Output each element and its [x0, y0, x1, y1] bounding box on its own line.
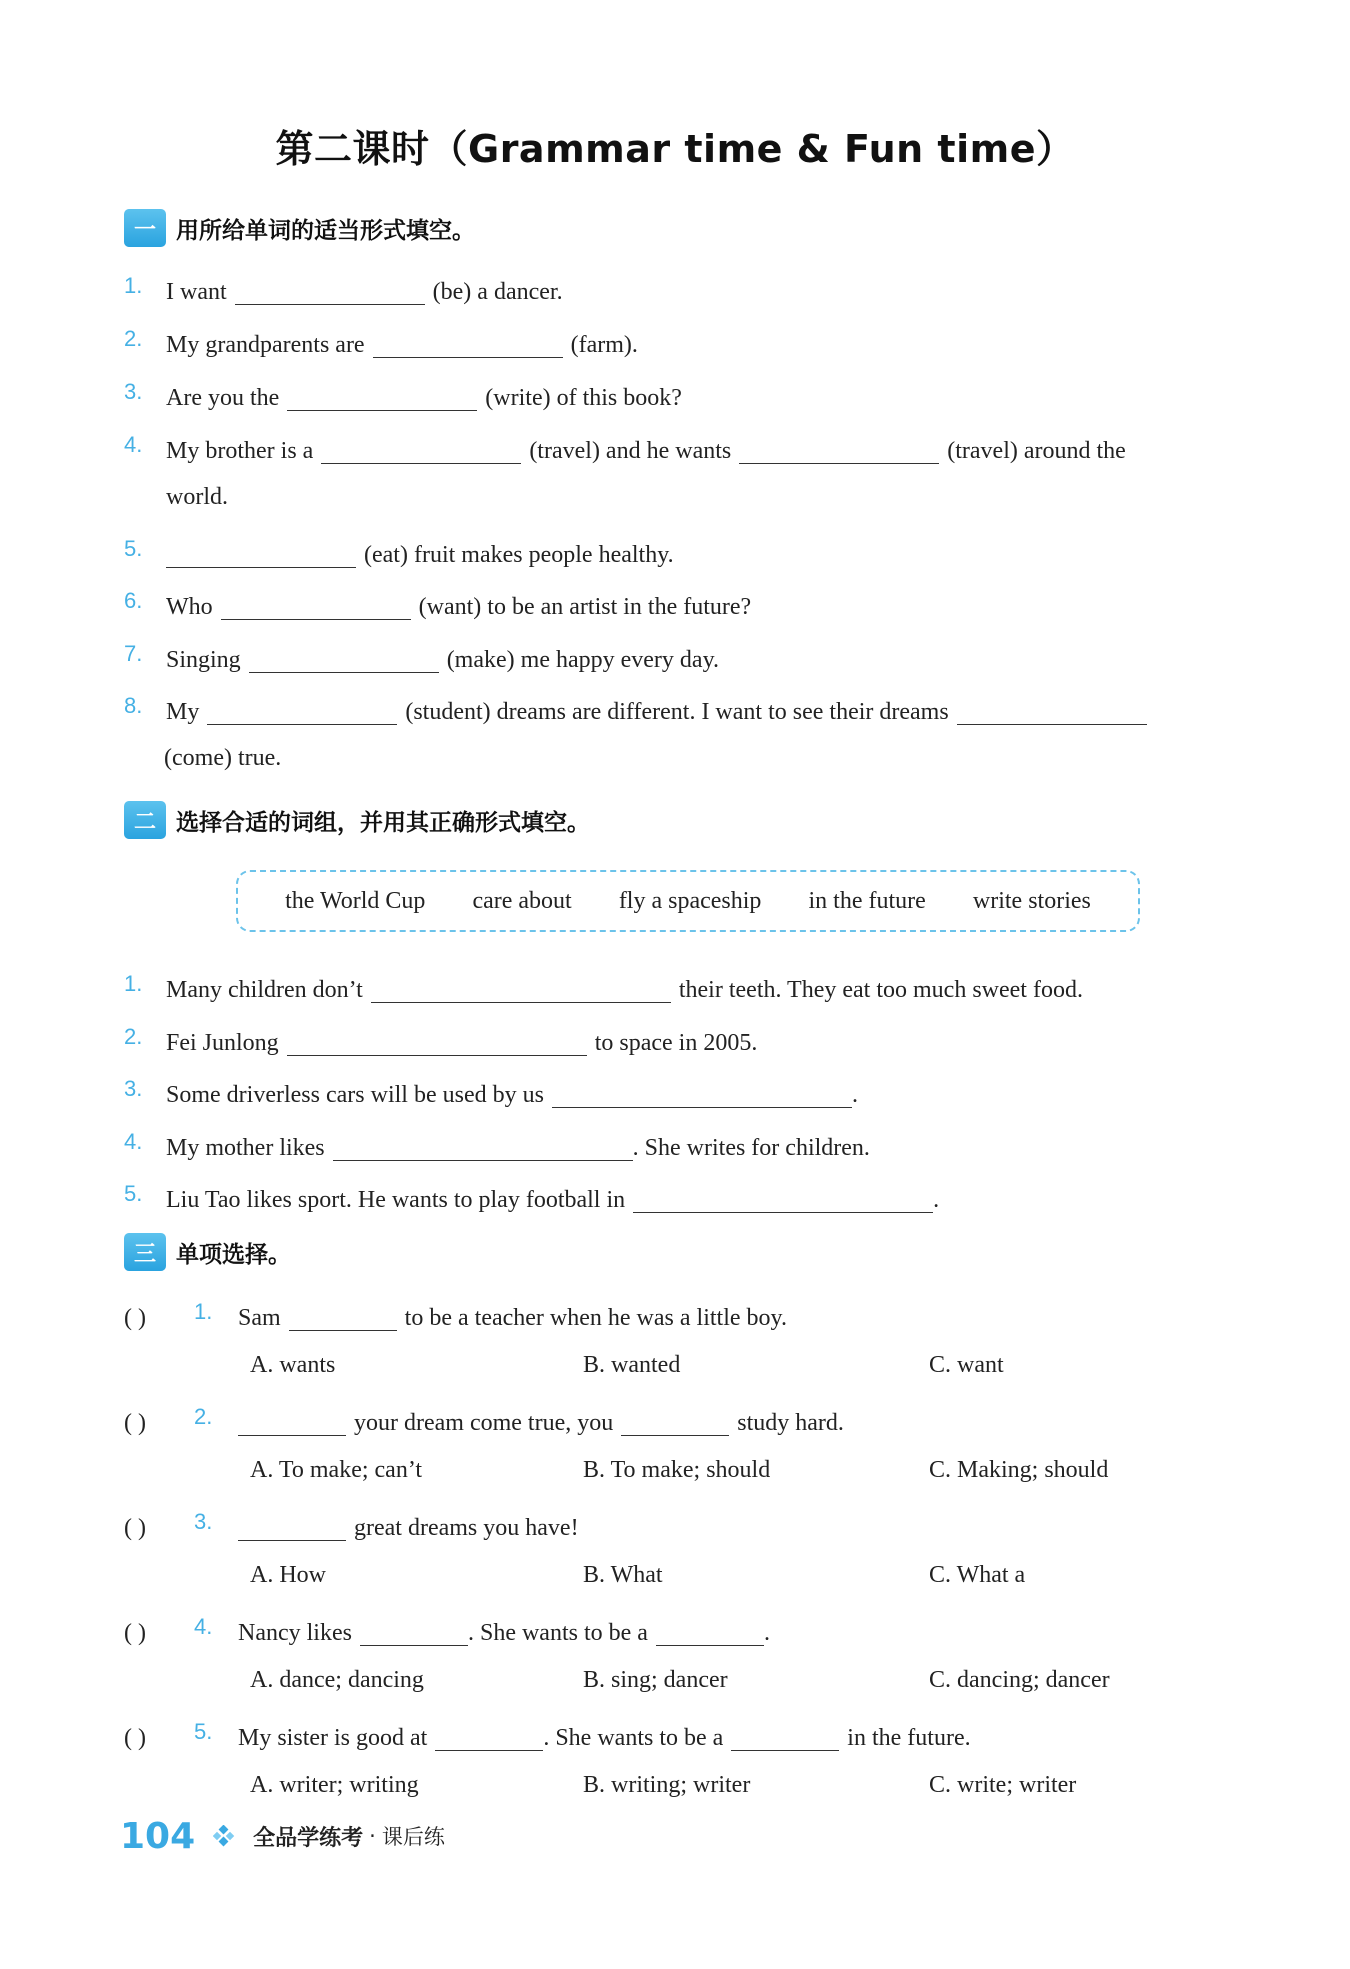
option-c[interactable]: C. want: [929, 1352, 1004, 1378]
question-text: Liu Tao likes sport. He wants to play football in: [166, 1187, 626, 1213]
question-number: 2.: [124, 326, 143, 351]
question-text: .: [851, 1082, 858, 1108]
answer-blank[interactable]: [552, 1081, 852, 1108]
page-number: 104: [120, 1815, 196, 1857]
question-number: 5.: [124, 1181, 143, 1206]
s2-question-3: [124, 1073, 1254, 1111]
answer-blank[interactable]: [321, 437, 521, 464]
answer-blank[interactable]: [371, 976, 671, 1003]
question-text: . She wants to be a: [543, 1725, 724, 1751]
answer-blank: [238, 1409, 346, 1436]
s1-question-4-cont: [166, 481, 1254, 513]
answer-blank[interactable]: [957, 698, 1147, 725]
answer-blank[interactable]: [249, 646, 439, 673]
question-text: Are you the: [166, 385, 280, 411]
s2-question-4: [124, 1126, 1254, 1164]
question-number: 3.: [124, 379, 143, 404]
option-b[interactable]: B. To make; should: [583, 1457, 771, 1483]
section-3-header: [124, 1232, 291, 1272]
mc-options-1: [250, 1349, 1170, 1381]
question-text: in the future.: [847, 1725, 971, 1751]
question-number: 2.: [124, 1024, 143, 1049]
question-number: 4.: [124, 1129, 143, 1154]
answer-blank[interactable]: [207, 698, 397, 725]
question-text: My sister is good at: [238, 1725, 428, 1751]
s1-question-2: [124, 323, 1254, 361]
s1-question-8-cont: [164, 742, 1254, 774]
option-c[interactable]: C. What a: [929, 1562, 1026, 1588]
page-title: 第二课时（Grammar time & Fun time）: [275, 127, 1075, 171]
mc-options-2: [250, 1454, 1170, 1486]
question-text: Some driverless cars will be used by us: [166, 1082, 544, 1108]
question-number: 3.: [124, 1076, 143, 1101]
s2-question-5: [124, 1178, 1254, 1216]
question-number: 1.: [124, 273, 143, 298]
question-number: 2.: [194, 1404, 213, 1429]
question-text: (travel) around the: [947, 438, 1126, 464]
s1-question-6: [124, 585, 1254, 623]
question-number: 8.: [124, 693, 143, 718]
s2-question-2: [124, 1021, 1254, 1059]
brand-separator: ·: [369, 1824, 376, 1848]
answer-blank: [656, 1619, 764, 1646]
s1-question-5: [124, 533, 1254, 571]
question-text: Who: [166, 594, 213, 620]
question-text: to space in 2005.: [594, 1030, 758, 1056]
question-text: (be) a dancer.: [432, 279, 563, 305]
s1-question-8: [124, 690, 1254, 728]
answer-blank[interactable]: [333, 1134, 633, 1161]
question-text: (travel) and he wants: [529, 438, 732, 464]
question-text: Singing: [166, 647, 241, 673]
option-a[interactable]: A. writer; writing: [250, 1772, 419, 1798]
mc-question-3: [124, 1506, 1254, 1544]
s1-question-3: [124, 376, 1254, 414]
mc-options-3: [250, 1559, 1170, 1591]
answer-blank: [621, 1409, 729, 1436]
question-text: (make) me happy every day.: [446, 647, 720, 673]
question-text: Sam: [238, 1305, 281, 1331]
answer-blank[interactable]: [373, 331, 563, 358]
phrase-box: [236, 870, 1140, 932]
question-number: 1.: [194, 1299, 213, 1324]
s1-question-4: [124, 429, 1254, 467]
option-b[interactable]: B. writing; writer: [583, 1772, 751, 1798]
answer-paren[interactable]: ( ): [124, 1515, 146, 1541]
section-badge: 一: [124, 209, 166, 247]
question-text: My grandparents are: [166, 332, 365, 358]
question-text: . She wants to be a: [467, 1620, 648, 1646]
question-text: Nancy likes: [238, 1620, 352, 1646]
question-number: 3.: [194, 1509, 213, 1534]
section-badge: 三: [124, 1233, 166, 1271]
diamond-icon: [213, 1825, 235, 1847]
question-text: Fei Junlong: [166, 1030, 279, 1056]
question-text: Many children don’t: [166, 977, 363, 1003]
phrase-item: in the future: [808, 887, 926, 914]
question-text: (want) to be an artist in the future?: [418, 594, 752, 620]
mc-question-2: [124, 1401, 1254, 1439]
question-text: study hard.: [737, 1410, 844, 1436]
option-b[interactable]: B. What: [583, 1562, 663, 1588]
option-c[interactable]: C. Making; should: [929, 1457, 1109, 1483]
option-a[interactable]: A. How: [250, 1562, 326, 1588]
question-text: .: [933, 1187, 940, 1213]
answer-blank: [435, 1724, 543, 1751]
question-text: My: [166, 699, 200, 725]
answer-blank: [289, 1304, 397, 1331]
question-text: (write) of this book?: [485, 385, 682, 411]
phrase-item: care about: [472, 887, 572, 914]
question-text: to be a teacher when he was a little boy.: [404, 1305, 787, 1331]
section-instruction: 单项选择。: [176, 1241, 291, 1268]
mc-question-1: [124, 1296, 1254, 1334]
mc-options-5: [250, 1769, 1170, 1801]
question-number: 5.: [194, 1719, 213, 1744]
brand-name: 全品学练考: [253, 1825, 364, 1851]
question-text: (student) dreams are different. I want to see their dreams: [405, 699, 949, 725]
answer-paren[interactable]: ( ): [124, 1620, 146, 1646]
mc-options-4: [250, 1664, 1170, 1696]
question-number: 7.: [124, 641, 143, 666]
question-text: world.: [166, 484, 228, 510]
page-footer: [120, 1814, 445, 1858]
question-text: .: [763, 1620, 770, 1646]
question-text: their teeth. They eat too much sweet food.: [678, 977, 1083, 1003]
mc-question-5: [124, 1716, 1254, 1754]
question-number: 6.: [124, 588, 143, 613]
option-c[interactable]: C. dancing; dancer: [929, 1667, 1110, 1693]
answer-blank[interactable]: [221, 593, 411, 620]
answer-blank: [360, 1619, 468, 1646]
option-a[interactable]: A. To make; can’t: [250, 1457, 423, 1483]
question-number: 1.: [124, 971, 143, 996]
section-badge: 二: [124, 801, 166, 839]
question-text: great dreams you have!: [354, 1515, 579, 1541]
question-text: (farm).: [570, 332, 638, 358]
s1-question-7: [124, 638, 1254, 676]
question-text: . She writes for children.: [632, 1135, 870, 1161]
option-c[interactable]: C. write; writer: [929, 1772, 1077, 1798]
answer-blank: [238, 1514, 346, 1541]
section-instruction: 用所给单词的适当形式填空。: [176, 217, 475, 244]
question-text: My brother is a: [166, 438, 314, 464]
brand-subtitle: 课后练: [381, 1825, 445, 1849]
section-instruction: 选择合适的词组，并用其正确形式填空。: [176, 809, 590, 836]
answer-blank[interactable]: [633, 1186, 933, 1213]
answer-blank[interactable]: [235, 278, 425, 305]
option-a[interactable]: A. wants: [250, 1352, 336, 1378]
option-a[interactable]: A. dance; dancing: [250, 1667, 424, 1693]
question-text: My mother likes: [166, 1135, 325, 1161]
answer-blank[interactable]: [287, 1029, 587, 1056]
answer-paren[interactable]: ( ): [124, 1305, 146, 1331]
answer-blank[interactable]: [739, 437, 939, 464]
question-number: 4.: [194, 1614, 213, 1639]
answer-paren[interactable]: ( ): [124, 1410, 146, 1436]
question-text: (come) true.: [164, 745, 282, 771]
section-2-header: [124, 800, 590, 840]
question-number: 5.: [124, 536, 143, 561]
answer-blank: [731, 1724, 839, 1751]
answer-blank[interactable]: [287, 384, 477, 411]
question-text: your dream come true, you: [354, 1410, 614, 1436]
option-b[interactable]: B. sing; dancer: [583, 1667, 728, 1693]
question-number: 4.: [124, 432, 143, 457]
question-text: (eat) fruit makes people healthy.: [364, 542, 674, 568]
answer-blank[interactable]: [166, 541, 356, 568]
section-1-header: [124, 208, 475, 248]
option-b[interactable]: B. wanted: [583, 1352, 681, 1378]
phrase-item: write stories: [972, 887, 1091, 914]
question-text: I want: [166, 279, 227, 305]
s1-question-1: [124, 270, 1254, 308]
phrase-item: the World Cup: [285, 887, 426, 914]
answer-paren[interactable]: ( ): [124, 1725, 146, 1751]
s2-question-1: [124, 968, 1254, 1006]
phrase-item: fly a spaceship: [618, 887, 762, 914]
mc-question-4: [124, 1611, 1254, 1649]
